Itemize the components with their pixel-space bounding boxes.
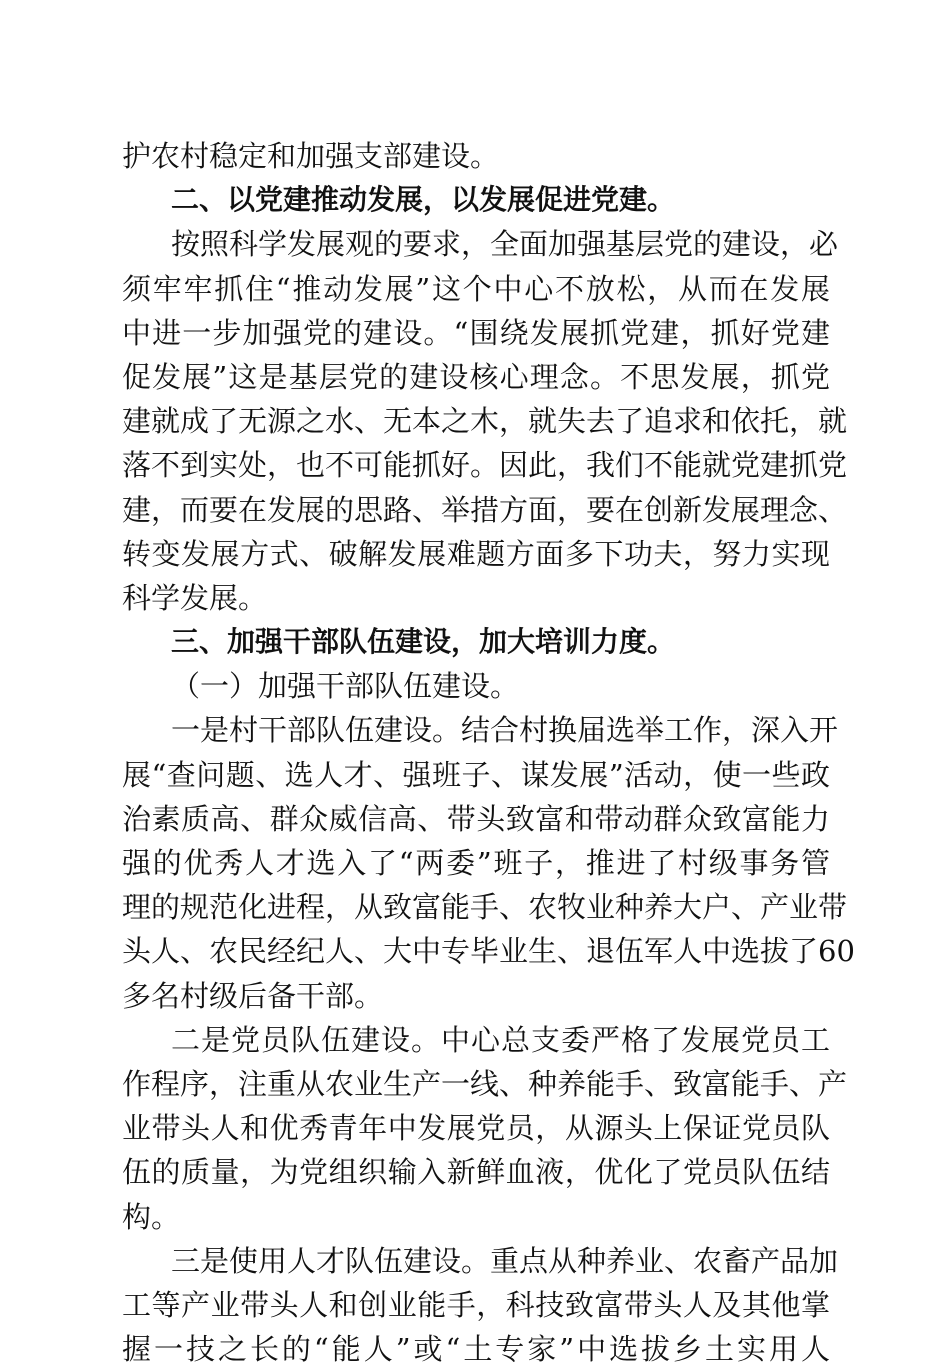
paragraph-line: 治素质高、群众威信高、带头致富和带动群众致富能力 [122,801,830,836]
paragraph-line: 作程序，注重从农业生产一线、种养能手、致富能手、产 [122,1066,848,1101]
paragraph-line: 头人、农民经纪人、大中专毕业生、退伍军人中选拔了60 [122,934,855,969]
paragraph-line: 建，而要在发展的思路、举措方面，要在创新发展理念、 [122,492,848,527]
paragraph-first-line: 按照科学发展观的要求，全面加强基层党的建设，必 [171,227,839,262]
paragraph-first-line: 三是使用人才队伍建设。重点从种养业、农畜产品加 [171,1243,839,1278]
paragraph-line: 转变发展方式、破解发展难题方面多下功夫，努力实现 [122,536,830,571]
section-heading: 二、以党建推动发展，以发展促进党建。 [171,183,676,217]
paragraph-first-line: 二是党员队伍建设。中心总支委严格了发展党员工 [171,1022,830,1057]
paragraph-line: 伍的质量，为党组织输入新鲜血液，优化了党员队伍结 [122,1155,830,1190]
paragraph-line: 工等产业带头人和创业能手，科技致富带头人及其他掌 [122,1287,830,1322]
paragraph-line: 握一技之长的“能人”或“土专家”中选拔乡土实用人 [122,1332,830,1367]
paragraph-line: 业带头人和优秀青年中发展党员，从源头上保证党员队 [122,1111,830,1146]
paragraph-line: 建就成了无源之水、无本之木，就失去了追求和依托，就 [122,404,848,439]
paragraph-line: 理的规范化进程，从致富能手、农牧业种养大户、产业带 [122,890,848,925]
paragraph-line: 构。 [122,1199,181,1234]
paragraph-line: 强的优秀人才选入了“两委”班子，推进了村级事务管 [122,846,830,880]
paragraph-line: 促发展”这是基层党的建设核心理念。不思发展，抓党 [122,359,830,394]
section-heading: 三、加强干部队伍建设，加大培训力度。 [171,625,676,659]
paragraph-line: 中进一步加强党的建设。“围绕发展抓党建，抓好党建 [122,315,830,350]
paragraph-line: 落不到实处，也不可能抓好。因此，我们不能就党建抓党 [122,448,848,483]
paragraph-line: 科学发展。 [122,580,268,615]
paragraph-line: 护农村稳定和加强支部建设。 [122,139,500,173]
paragraph-line: 须牢牢抓住“推动发展”这个中心不放松，从而在发展 [122,271,830,306]
paragraph-line: 展“查问题、选人才、强班子、谋发展”活动，使一些政 [122,757,830,792]
document-body [122,134,855,1371]
subsection-heading: （一）加强干部队伍建设。 [171,669,520,704]
paragraph-first-line: 一是村干部队伍建设。结合村换届选举工作，深入开 [171,713,839,748]
paragraph-line: 多名村级后备干部。 [122,978,384,1013]
